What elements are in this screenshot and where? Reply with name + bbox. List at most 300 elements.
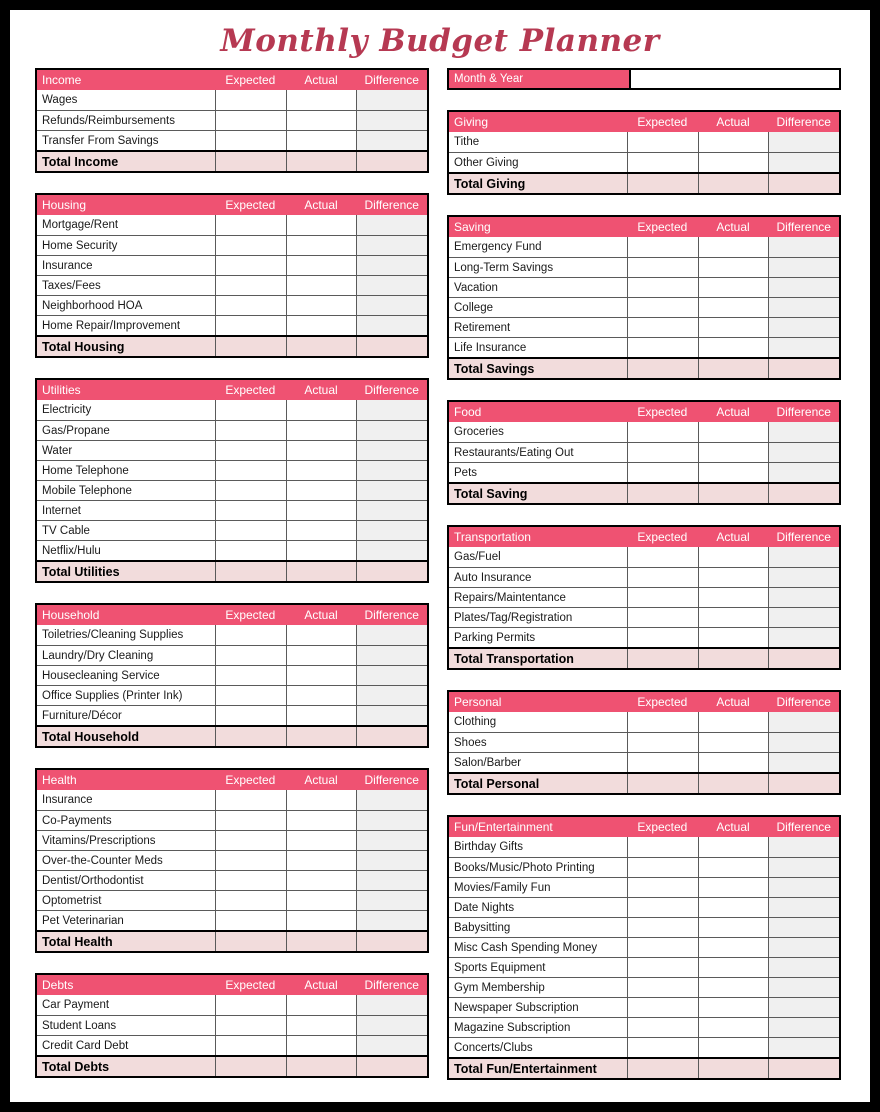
actual-input-cell[interactable] <box>698 753 769 772</box>
total-difference-cell[interactable] <box>768 484 839 503</box>
total-expected-cell[interactable] <box>627 774 698 793</box>
table-row <box>449 857 839 877</box>
expected-input-cell[interactable] <box>215 461 286 480</box>
column-header-actual: Actual <box>716 819 750 834</box>
row-label-tithe: Tithe <box>454 135 480 148</box>
expected-input-cell[interactable] <box>627 338 698 357</box>
month-year-input[interactable] <box>631 70 839 88</box>
expected-input-cell[interactable] <box>215 316 286 335</box>
table-row <box>449 917 839 937</box>
difference-input-cell[interactable] <box>356 236 427 255</box>
actual-input-cell[interactable] <box>286 236 357 255</box>
expected-input-cell[interactable] <box>627 1018 698 1037</box>
actual-input-cell[interactable] <box>286 481 357 500</box>
actual-input-cell[interactable] <box>698 318 769 337</box>
difference-input-cell[interactable] <box>768 278 839 297</box>
table-row <box>37 810 427 830</box>
table-row <box>37 400 427 420</box>
actual-input-cell[interactable] <box>698 338 769 357</box>
expected-input-cell[interactable] <box>627 878 698 897</box>
column-header-difference: Difference <box>776 114 831 129</box>
table-row <box>37 130 427 150</box>
actual-input-cell[interactable] <box>286 296 357 315</box>
expected-input-cell[interactable] <box>215 1016 286 1035</box>
actual-input-cell[interactable] <box>286 1016 357 1035</box>
total-row-transportation <box>449 647 839 668</box>
actual-input-cell[interactable] <box>286 316 357 335</box>
total-actual-cell[interactable] <box>286 152 357 171</box>
actual-input-cell[interactable] <box>698 443 769 462</box>
difference-input-cell[interactable] <box>768 547 839 567</box>
total-expected-cell[interactable] <box>215 152 286 171</box>
expected-input-cell[interactable] <box>215 400 286 420</box>
difference-input-cell[interactable] <box>768 463 839 482</box>
actual-input-cell[interactable] <box>286 686 357 705</box>
actual-input-cell[interactable] <box>286 646 357 665</box>
difference-input-cell[interactable] <box>356 811 427 830</box>
table-row <box>37 830 427 850</box>
expected-input-cell[interactable] <box>215 481 286 500</box>
difference-input-cell[interactable] <box>768 298 839 317</box>
section-header-health <box>37 770 427 790</box>
table-row <box>449 567 839 587</box>
row-label-shoes: Shoes <box>454 736 487 749</box>
expected-input-cell[interactable] <box>215 541 286 560</box>
expected-input-cell[interactable] <box>215 276 286 295</box>
table-row <box>37 480 427 500</box>
expected-input-cell[interactable] <box>215 646 286 665</box>
expected-input-cell[interactable] <box>627 443 698 462</box>
total-difference-cell[interactable] <box>356 932 427 951</box>
difference-input-cell[interactable] <box>768 588 839 607</box>
actual-input-cell[interactable] <box>286 90 357 110</box>
total-expected-cell[interactable] <box>215 1057 286 1076</box>
expected-input-cell[interactable] <box>215 501 286 520</box>
total-actual-cell[interactable] <box>698 174 769 193</box>
expected-input-cell[interactable] <box>627 628 698 647</box>
actual-input-cell[interactable] <box>286 461 357 480</box>
difference-input-cell[interactable] <box>768 712 839 732</box>
total-difference-cell[interactable] <box>356 1057 427 1076</box>
expected-input-cell[interactable] <box>627 153 698 172</box>
total-expected-cell[interactable] <box>215 562 286 581</box>
expected-input-cell[interactable] <box>627 258 698 277</box>
total-difference-cell[interactable] <box>768 774 839 793</box>
difference-input-cell[interactable] <box>356 871 427 890</box>
actual-input-cell[interactable] <box>286 831 357 850</box>
expected-input-cell[interactable] <box>627 318 698 337</box>
actual-input-cell[interactable] <box>698 547 769 567</box>
difference-input-cell[interactable] <box>356 666 427 685</box>
total-expected-cell[interactable] <box>215 932 286 951</box>
actual-input-cell[interactable] <box>286 790 357 810</box>
expected-input-cell[interactable] <box>215 706 286 725</box>
difference-input-cell[interactable] <box>768 938 839 957</box>
budget-table-personal <box>447 690 841 795</box>
actual-input-cell[interactable] <box>698 237 769 257</box>
actual-input-cell[interactable] <box>698 258 769 277</box>
expected-input-cell[interactable] <box>627 1038 698 1057</box>
difference-input-cell[interactable] <box>768 898 839 917</box>
total-difference-cell[interactable] <box>356 562 427 581</box>
difference-input-cell[interactable] <box>768 878 839 897</box>
row-label-vitamins-prescriptions: Vitamins/Prescriptions <box>42 834 156 847</box>
difference-input-cell[interactable] <box>356 461 427 480</box>
actual-input-cell[interactable] <box>286 256 357 275</box>
table-row <box>449 837 839 857</box>
difference-input-cell[interactable] <box>356 481 427 500</box>
expected-input-cell[interactable] <box>215 131 286 150</box>
total-actual-cell[interactable] <box>698 359 769 378</box>
row-label-toiletries-cleaning-supplies: Toiletries/Cleaning Supplies <box>42 628 184 641</box>
difference-input-cell[interactable] <box>356 296 427 315</box>
expected-input-cell[interactable] <box>627 753 698 772</box>
actual-input-cell[interactable] <box>286 501 357 520</box>
expected-input-cell[interactable] <box>627 298 698 317</box>
column-header-expected: Expected <box>225 72 276 87</box>
expected-input-cell[interactable] <box>627 733 698 752</box>
difference-input-cell[interactable] <box>356 851 427 870</box>
month-year-label: Month & Year <box>449 70 631 88</box>
actual-input-cell[interactable] <box>698 588 769 607</box>
difference-input-cell[interactable] <box>768 858 839 877</box>
actual-input-cell[interactable] <box>698 998 769 1017</box>
row-label-auto-insurance: Auto Insurance <box>454 571 532 584</box>
difference-input-cell[interactable] <box>356 1016 427 1035</box>
expected-input-cell[interactable] <box>215 1036 286 1055</box>
total-actual-cell[interactable] <box>286 337 357 356</box>
difference-input-cell[interactable] <box>768 318 839 337</box>
difference-input-cell[interactable] <box>356 541 427 560</box>
actual-input-cell[interactable] <box>286 666 357 685</box>
total-row-saving <box>449 357 839 378</box>
difference-input-cell[interactable] <box>768 837 839 857</box>
actual-input-cell[interactable] <box>286 851 357 870</box>
actual-input-cell[interactable] <box>286 276 357 295</box>
planner-columns <box>10 68 870 1100</box>
actual-input-cell[interactable] <box>286 441 357 460</box>
expected-input-cell[interactable] <box>215 790 286 810</box>
section-header-food <box>449 402 839 422</box>
difference-input-cell[interactable] <box>356 831 427 850</box>
actual-input-cell[interactable] <box>286 891 357 910</box>
expected-input-cell[interactable] <box>215 90 286 110</box>
expected-input-cell[interactable] <box>627 958 698 977</box>
actual-input-cell[interactable] <box>698 298 769 317</box>
difference-input-cell[interactable] <box>768 132 839 152</box>
expected-input-cell[interactable] <box>627 237 698 257</box>
expected-input-cell[interactable] <box>627 998 698 1017</box>
actual-input-cell[interactable] <box>698 1038 769 1057</box>
difference-input-cell[interactable] <box>768 443 839 462</box>
table-row <box>37 870 427 890</box>
total-actual-cell[interactable] <box>698 1059 769 1078</box>
total-label: Total Health <box>42 934 113 949</box>
column-header-expected: Expected <box>225 977 276 992</box>
column-header-difference: Difference <box>364 772 419 787</box>
actual-input-cell[interactable] <box>698 878 769 897</box>
actual-input-cell[interactable] <box>286 625 357 645</box>
expected-input-cell[interactable] <box>215 215 286 235</box>
budget-table-transportation <box>447 525 841 670</box>
difference-input-cell[interactable] <box>768 978 839 997</box>
difference-input-cell[interactable] <box>356 891 427 910</box>
table-row <box>37 890 427 910</box>
expected-input-cell[interactable] <box>627 568 698 587</box>
actual-input-cell[interactable] <box>286 871 357 890</box>
expected-input-cell[interactable] <box>627 858 698 877</box>
actual-input-cell[interactable] <box>698 712 769 732</box>
row-label-wages: Wages <box>42 93 78 106</box>
table-row <box>37 645 427 665</box>
actual-input-cell[interactable] <box>698 278 769 297</box>
expected-input-cell[interactable] <box>627 938 698 957</box>
budget-table-income <box>35 68 429 173</box>
difference-input-cell[interactable] <box>356 521 427 540</box>
column-header-expected: Expected <box>637 114 688 129</box>
table-row <box>37 295 427 315</box>
difference-input-cell[interactable] <box>768 568 839 587</box>
expected-input-cell[interactable] <box>215 811 286 830</box>
column-header-expected: Expected <box>637 529 688 544</box>
expected-input-cell[interactable] <box>215 236 286 255</box>
difference-input-cell[interactable] <box>768 1038 839 1057</box>
column-header-difference: Difference <box>776 694 831 709</box>
actual-input-cell[interactable] <box>286 421 357 440</box>
expected-input-cell[interactable] <box>215 686 286 705</box>
total-expected-cell[interactable] <box>627 649 698 668</box>
total-actual-cell[interactable] <box>286 562 357 581</box>
difference-input-cell[interactable] <box>768 628 839 647</box>
expected-input-cell[interactable] <box>215 111 286 130</box>
section-header-transportation <box>449 527 839 547</box>
total-expected-cell[interactable] <box>627 484 698 503</box>
difference-input-cell[interactable] <box>768 258 839 277</box>
expected-input-cell[interactable] <box>215 256 286 275</box>
expected-input-cell[interactable] <box>215 891 286 910</box>
expected-input-cell[interactable] <box>627 712 698 732</box>
section-header-household <box>37 605 427 625</box>
difference-input-cell[interactable] <box>356 256 427 275</box>
expected-input-cell[interactable] <box>215 625 286 645</box>
total-expected-cell[interactable] <box>627 174 698 193</box>
difference-input-cell[interactable] <box>356 441 427 460</box>
total-row-food <box>449 482 839 503</box>
row-label-insurance: Insurance <box>42 793 93 806</box>
section-header-housing <box>37 195 427 215</box>
difference-input-cell[interactable] <box>356 1036 427 1055</box>
expected-input-cell[interactable] <box>627 978 698 997</box>
expected-input-cell[interactable] <box>627 608 698 627</box>
expected-input-cell[interactable] <box>215 441 286 460</box>
actual-input-cell[interactable] <box>698 837 769 857</box>
difference-input-cell[interactable] <box>356 911 427 930</box>
difference-input-cell[interactable] <box>768 338 839 357</box>
difference-input-cell[interactable] <box>768 733 839 752</box>
expected-input-cell[interactable] <box>627 278 698 297</box>
total-difference-cell[interactable] <box>356 152 427 171</box>
total-actual-cell[interactable] <box>286 1057 357 1076</box>
difference-input-cell[interactable] <box>356 131 427 150</box>
actual-input-cell[interactable] <box>698 733 769 752</box>
expected-input-cell[interactable] <box>215 296 286 315</box>
expected-input-cell[interactable] <box>627 898 698 917</box>
expected-input-cell[interactable] <box>215 995 286 1015</box>
total-difference-cell[interactable] <box>356 727 427 746</box>
difference-input-cell[interactable] <box>356 625 427 645</box>
actual-input-cell[interactable] <box>286 400 357 420</box>
expected-input-cell[interactable] <box>215 911 286 930</box>
expected-input-cell[interactable] <box>627 837 698 857</box>
expected-input-cell[interactable] <box>627 918 698 937</box>
table-row <box>449 587 839 607</box>
difference-input-cell[interactable] <box>768 958 839 977</box>
difference-input-cell[interactable] <box>768 1018 839 1037</box>
row-label-date-nights: Date Nights <box>454 901 515 914</box>
difference-input-cell[interactable] <box>356 215 427 235</box>
actual-input-cell[interactable] <box>698 918 769 937</box>
expected-input-cell[interactable] <box>215 851 286 870</box>
total-expected-cell[interactable] <box>627 359 698 378</box>
table-row <box>37 995 427 1015</box>
actual-input-cell[interactable] <box>698 938 769 957</box>
difference-input-cell[interactable] <box>356 995 427 1015</box>
difference-input-cell[interactable] <box>356 646 427 665</box>
actual-input-cell[interactable] <box>698 608 769 627</box>
table-row <box>37 1015 427 1035</box>
total-expected-cell[interactable] <box>215 727 286 746</box>
column-header-expected: Expected <box>225 197 276 212</box>
total-actual-cell[interactable] <box>698 649 769 668</box>
row-label-credit-card-debt: Credit Card Debt <box>42 1039 129 1052</box>
row-label-long-term-savings: Long-Term Savings <box>454 261 554 274</box>
row-label-taxes-fees: Taxes/Fees <box>42 279 101 292</box>
difference-input-cell[interactable] <box>356 421 427 440</box>
expected-input-cell[interactable] <box>215 666 286 685</box>
difference-input-cell[interactable] <box>768 153 839 172</box>
actual-input-cell[interactable] <box>286 995 357 1015</box>
difference-input-cell[interactable] <box>768 608 839 627</box>
row-label-newspaper-subscription: Newspaper Subscription <box>454 1001 579 1014</box>
total-actual-cell[interactable] <box>286 932 357 951</box>
difference-input-cell[interactable] <box>768 753 839 772</box>
expected-input-cell[interactable] <box>215 831 286 850</box>
actual-input-cell[interactable] <box>698 422 769 442</box>
row-label-neighborhood-hoa: Neighborhood HOA <box>42 299 143 312</box>
actual-input-cell[interactable] <box>286 521 357 540</box>
section-header-personal <box>449 692 839 712</box>
column-header-difference: Difference <box>364 382 419 397</box>
row-label-gym-membership: Gym Membership <box>454 981 545 994</box>
actual-input-cell[interactable] <box>698 958 769 977</box>
total-actual-cell[interactable] <box>698 774 769 793</box>
actual-input-cell[interactable] <box>286 911 357 930</box>
difference-input-cell[interactable] <box>768 918 839 937</box>
column-header-actual: Actual <box>304 197 338 212</box>
difference-input-cell[interactable] <box>356 686 427 705</box>
difference-input-cell[interactable] <box>356 90 427 110</box>
table-row <box>37 255 427 275</box>
actual-input-cell[interactable] <box>698 628 769 647</box>
expected-input-cell[interactable] <box>627 132 698 152</box>
actual-input-cell[interactable] <box>698 858 769 877</box>
total-expected-cell[interactable] <box>627 1059 698 1078</box>
budget-table-food <box>447 400 841 505</box>
difference-input-cell[interactable] <box>768 998 839 1017</box>
difference-input-cell[interactable] <box>356 790 427 810</box>
row-label-optometrist: Optometrist <box>42 894 102 907</box>
difference-input-cell[interactable] <box>356 111 427 130</box>
actual-input-cell[interactable] <box>698 978 769 997</box>
expected-input-cell[interactable] <box>215 521 286 540</box>
actual-input-cell[interactable] <box>698 898 769 917</box>
table-row <box>37 665 427 685</box>
total-difference-cell[interactable] <box>768 649 839 668</box>
actual-input-cell[interactable] <box>286 1036 357 1055</box>
expected-input-cell[interactable] <box>215 421 286 440</box>
budget-table-fun-entertainment <box>447 815 841 1080</box>
expected-input-cell[interactable] <box>627 588 698 607</box>
total-row-utilities <box>37 560 427 581</box>
expected-input-cell[interactable] <box>627 422 698 442</box>
total-actual-cell[interactable] <box>286 727 357 746</box>
total-label: Total Housing <box>42 339 125 354</box>
total-actual-cell[interactable] <box>698 484 769 503</box>
actual-input-cell[interactable] <box>286 811 357 830</box>
actual-input-cell[interactable] <box>286 131 357 150</box>
difference-input-cell[interactable] <box>356 501 427 520</box>
actual-input-cell[interactable] <box>286 111 357 130</box>
actual-input-cell[interactable] <box>286 541 357 560</box>
actual-input-cell[interactable] <box>286 215 357 235</box>
row-label-college: College <box>454 301 493 314</box>
difference-input-cell[interactable] <box>356 400 427 420</box>
total-expected-cell[interactable] <box>215 337 286 356</box>
total-label: Total Personal <box>454 776 540 791</box>
actual-input-cell[interactable] <box>698 463 769 482</box>
difference-input-cell[interactable] <box>768 237 839 257</box>
total-difference-cell[interactable] <box>768 174 839 193</box>
total-difference-cell[interactable] <box>356 337 427 356</box>
actual-input-cell[interactable] <box>286 706 357 725</box>
month-year-field[interactable] <box>447 68 841 90</box>
table-row <box>449 442 839 462</box>
difference-input-cell[interactable] <box>768 422 839 442</box>
actual-input-cell[interactable] <box>698 1018 769 1037</box>
actual-input-cell[interactable] <box>698 132 769 152</box>
table-row <box>37 275 427 295</box>
expected-input-cell[interactable] <box>627 463 698 482</box>
budget-table-giving <box>447 110 841 195</box>
difference-input-cell[interactable] <box>356 706 427 725</box>
row-label-other-giving: Other Giving <box>454 156 519 169</box>
difference-input-cell[interactable] <box>356 316 427 335</box>
table-row <box>37 215 427 235</box>
actual-input-cell[interactable] <box>698 153 769 172</box>
difference-input-cell[interactable] <box>356 276 427 295</box>
column-header-actual: Actual <box>716 404 750 419</box>
actual-input-cell[interactable] <box>698 568 769 587</box>
table-row <box>449 997 839 1017</box>
total-label: Total Saving <box>454 486 528 501</box>
expected-input-cell[interactable] <box>215 871 286 890</box>
expected-input-cell[interactable] <box>627 547 698 567</box>
row-label-refunds-reimbursements: Refunds/Reimbursements <box>42 114 175 127</box>
total-difference-cell[interactable] <box>768 359 839 378</box>
column-header-difference: Difference <box>776 219 831 234</box>
total-difference-cell[interactable] <box>768 1059 839 1078</box>
section-title: Food <box>454 404 482 419</box>
